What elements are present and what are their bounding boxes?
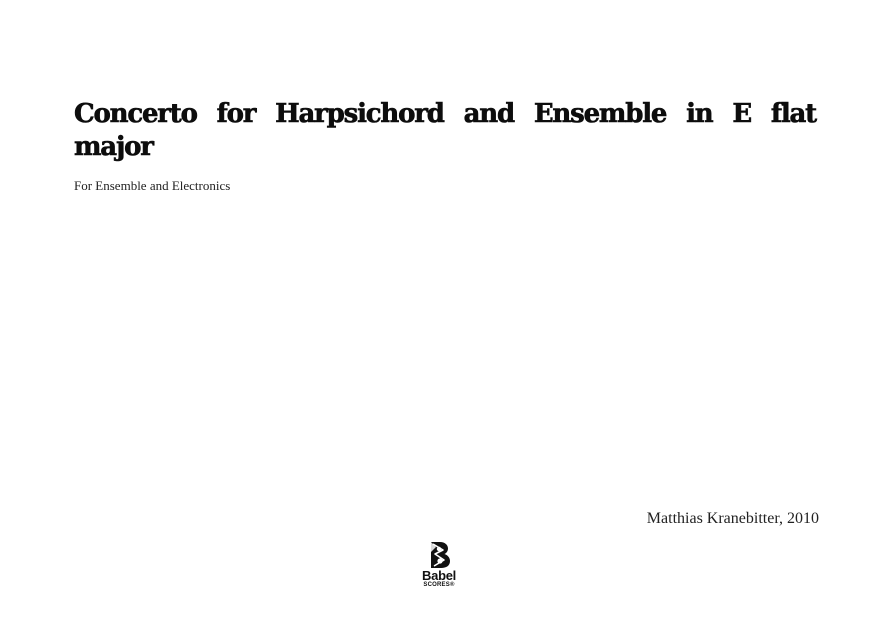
- composer-and-year: Matthias Kranebitter, 2010: [646, 510, 819, 527]
- publisher-logo: [413, 541, 465, 597]
- score-subtitle: For Ensemble and Electronics: [74, 178, 231, 193]
- babel-b-logo-icon: [427, 541, 451, 569]
- score-title: Concerto for Harpsichord and Ensemble in E flat major: [74, 99, 816, 162]
- publisher-name: Babel: [422, 568, 456, 583]
- publisher-subname: SCORES®: [423, 582, 455, 588]
